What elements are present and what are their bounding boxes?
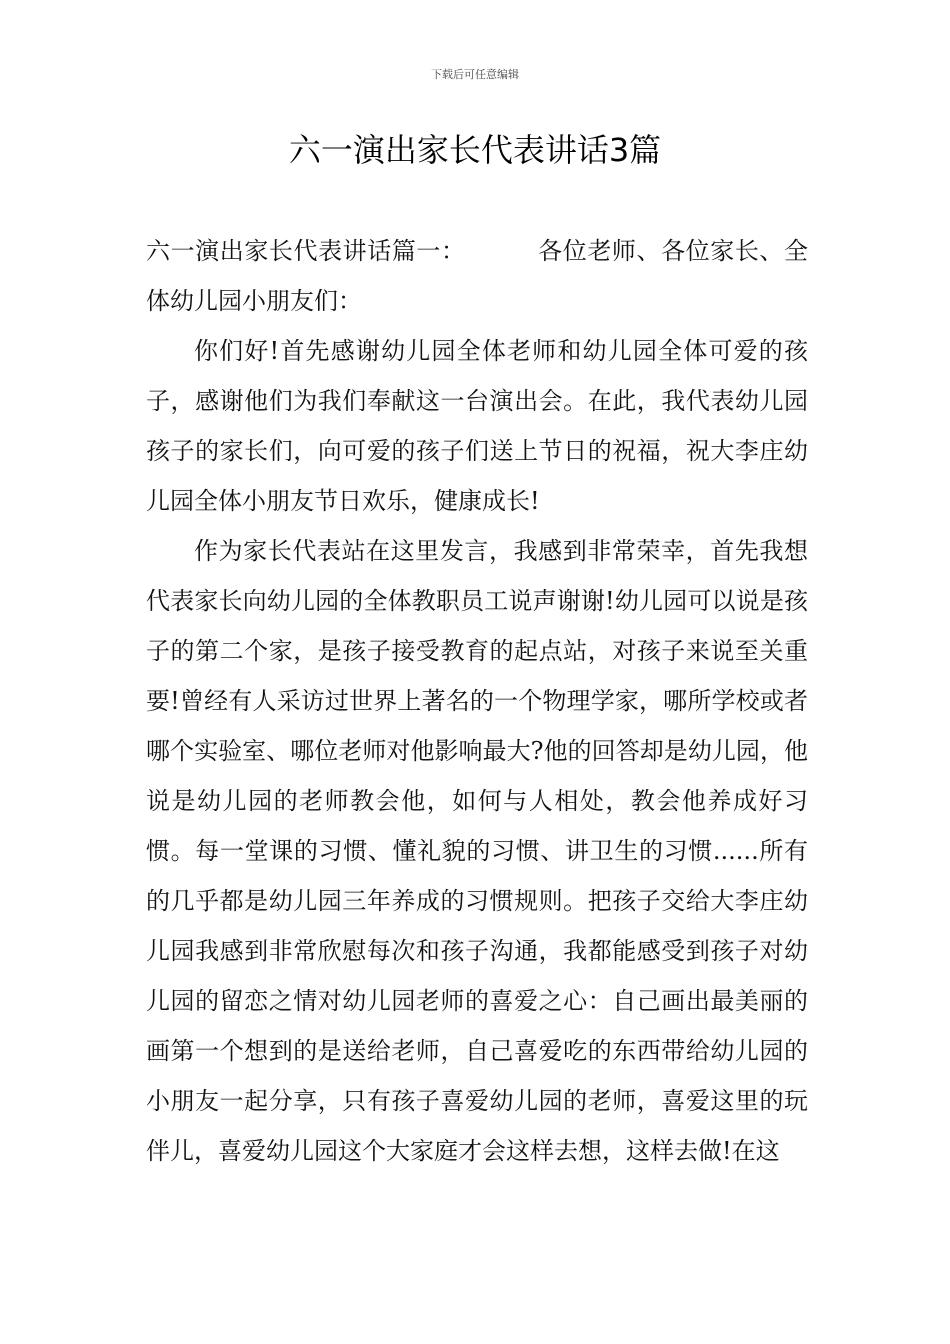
intro-salutation: 各位老师、各位家长、全体幼儿园小朋友们： xyxy=(146,237,809,315)
paragraph-greeting: 你们好!首先感谢幼儿园全体老师和幼儿园全体可爱的孩子，感谢他们为我们奉献这一台演出会。在此，我代表幼儿园孩子的家长们，向可爱的孩子们送上节日的祝福，祝大李庄幼儿园全体小朋友节日欢乐，健康成长! xyxy=(146,337,808,515)
header-note: 下载后可任意编辑 xyxy=(431,68,519,81)
document-body xyxy=(146,226,808,1176)
paragraph-speech: 作为家长代表站在这里发言，我感到非常荣幸，首先我想代表家长向幼儿园的全体教职员工说声谢谢!幼儿园可以说是孩子的第二个家，是孩子接受教育的起点站，对孩子来说至关重要!曾经有人采访过世界上著名的一个物理学家，哪所学校或者哪个实验室、哪位老师对他影响最大?他的回答却是幼儿园，他说是幼儿园的老师教会他，如何与人相处，教会他养成好习惯。每一堂课的习惯、懂礼貌的习惯、讲卫生的习惯......所有的几乎都是幼儿园三年养成的习惯规则。把孩子交给大李庄幼儿园我感到非常欣慰每次和孩子沟通，我都能感受到孩子对幼儿园的留恋之情对幼儿园老师的喜爱之心：自己画出最美丽的画第一个想到的是送给老师，自己喜爱吃的东西带给幼儿园的小朋友一起分享，只有孩子喜爱幼儿园的老师，喜爱这里的玩伴儿，喜爱幼儿园这个大家庭才会这样去想，这样去做!在这 xyxy=(146,537,808,1165)
document-title: 六一演出家长代表讲话3篇 xyxy=(288,131,662,169)
intro-paragraph xyxy=(146,226,808,326)
intro-heading: 六一演出家长代表讲话篇一： xyxy=(146,237,466,265)
